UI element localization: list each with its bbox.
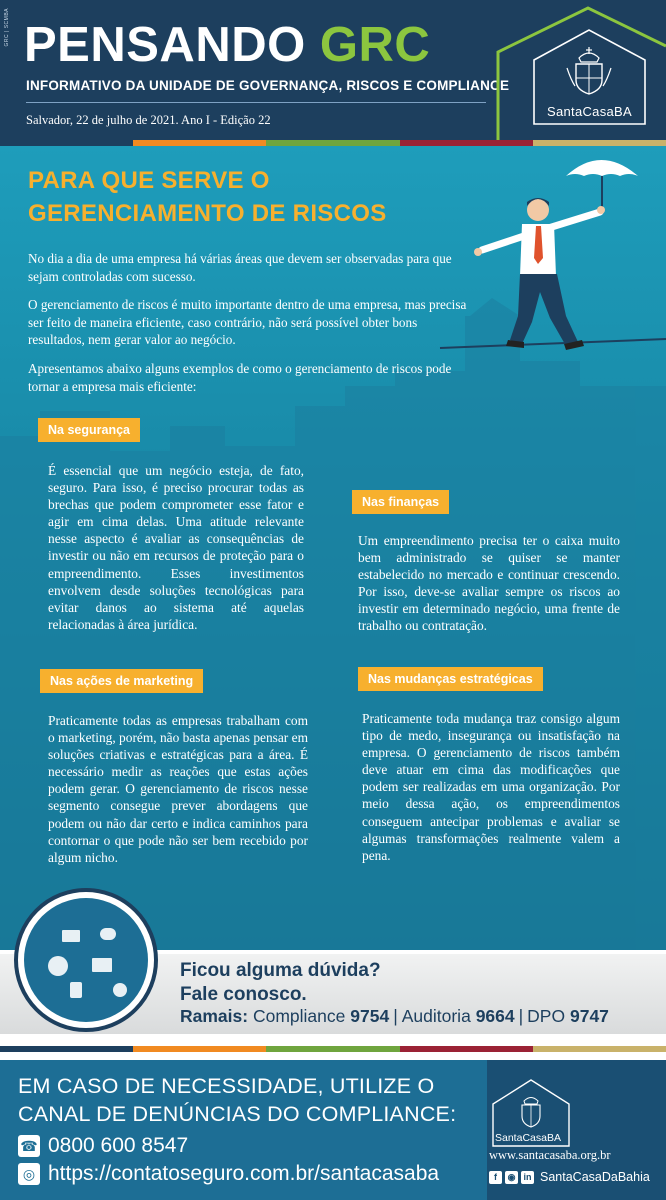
header <box>0 0 666 140</box>
contact-cta: Fale conosco. <box>180 984 307 1005</box>
section-text-marketing: Praticamente todas as empresas trabalham com o marketing, porém, não basta apenas pensar em soluções criativas e estratégicas para a área. É necessário medir as reações que estas ações podem gerar. O gerenciamento de riscos nesse segmento consegue prever abordagens que podem ou não dar certo e indica caminhos para contornar o que pode não ser bem recebido por algum nicho. <box>48 713 308 865</box>
intro-paragraph: O gerenciamento de riscos é muito importante dentro de uma empresa, mas precisa ser feito de maneira eficiente, caso contrário, não será possível obter bons resultados, nem gerar valor ao negócio. <box>28 297 467 347</box>
website-link[interactable]: www.santacasaba.org.br <box>489 1148 611 1162</box>
article-title-line2: GERENCIAMENTO DE RISCOS <box>28 200 387 227</box>
section-text-strategy: Praticamente toda mudança traz consigo algum tipo de medo, insegurança ou insatisfação na empresa. O gerenciamento de riscos também deve atuar em cima das modificações que podem ser realizadas em uma organização. Por meio dessa ação, os empreendimentos conseguem antecipar problemas e avaliar se algumas transformações realmente valem a pena. <box>362 711 620 863</box>
brand-name: SantaCasaBA <box>547 104 632 119</box>
chat-icon <box>100 928 116 940</box>
extension-audit[interactable]: Auditoria 9664 <box>401 1006 515 1026</box>
linkedin-icon[interactable]: in <box>521 1171 534 1184</box>
edition-dateline: Salvador, 22 de julho de 2021. Ano I - Edição 22 <box>26 113 271 127</box>
footer <box>0 1060 666 1200</box>
footer-brand-name: SantaCasaBA <box>495 1132 561 1144</box>
email-icon <box>62 930 80 942</box>
contact-section <box>0 950 666 1038</box>
extension-dpo[interactable]: DPO 9747 <box>527 1006 609 1026</box>
telephone-icon: ☎ <box>18 1135 40 1157</box>
extensions-line: Ramais: Compliance 9754 | Auditoria 9664 | DPO 9747 <box>180 1006 609 1026</box>
mobile-icon <box>70 982 82 998</box>
contact-question: Ficou alguma dúvida? <box>180 960 381 981</box>
phone-icon <box>48 956 68 976</box>
hotline-phone[interactable]: ☎ 0800 600 8547 <box>18 1132 188 1160</box>
extension-compliance[interactable]: Compliance 9754 <box>252 1006 390 1026</box>
notice-line1: EM CASO DE NECESSIDADE, UTILIZE O <box>18 1074 435 1098</box>
communication-icons-bubble <box>0 950 175 1038</box>
instagram-icon[interactable]: ◉ <box>505 1171 518 1184</box>
section-tag-finance: Nas finanças <box>352 490 449 514</box>
title-accent: GRC <box>319 18 431 72</box>
extensions-label: Ramais: <box>180 1006 249 1026</box>
article-title <box>28 164 387 230</box>
section-tag-strategy: Nas mudanças estratégicas <box>358 667 543 691</box>
color-stripe-bottom <box>0 1046 666 1052</box>
section-tag-security: Na segurança <box>38 418 140 442</box>
facebook-icon[interactable]: f <box>489 1171 502 1184</box>
footer-crest-icon <box>522 1098 540 1128</box>
article-title-line1: PARA QUE SERVE O <box>28 167 270 194</box>
section-text-finance: Um empreendimento precisa ter o caixa muito bem administrado se quiser se manter estabelecido no mercado e continuar crescendo. Por isso, deve-se avaliar sempre os riscos ao investir em determinado negócio, uma frente de trabalho ou contratação. <box>358 533 620 634</box>
santa-casa-crest-icon <box>567 47 611 94</box>
section-text-security: É essencial que um negócio esteja, de fato, seguro. Para isso, é preciso procurar todas as brechas que podem comprometer esse fator e agir em cima delas. Uma atitude relevante nesse aspecto é avaliar as consequências de investir ou não em recursos de proteção para o empreendimento. Esses investimentos envolvem desde soluções tecnológicas para evitar danos ao sistema até aquelas relacionadas à área jurídica. <box>48 463 304 632</box>
side-credit: GRC | SCMBA <box>4 8 10 47</box>
umbrella-icon <box>566 160 638 208</box>
social-links <box>489 1170 650 1184</box>
notice-line2: CANAL DE DENÚNCIAS DO COMPLIANCE: <box>18 1102 457 1126</box>
whistleblower-notice <box>18 1072 456 1128</box>
hotline-url[interactable]: ◎ https://contatoseguro.com.br/santacasaba <box>18 1160 439 1188</box>
title-main: PENSANDO <box>24 18 320 72</box>
section-tag-marketing: Nas ações de marketing <box>40 669 203 693</box>
intro-paragraph: No dia a dia de uma empresa há várias áreas que devem ser observadas para que sejam controladas com sucesso. <box>28 251 452 284</box>
laptop-icon <box>92 958 112 972</box>
globe-icon: ◎ <box>18 1163 40 1185</box>
social-handle[interactable]: SantaCasaDaBahia <box>540 1170 650 1184</box>
intro-paragraph: Apresentamos abaixo alguns exemplos de como o gerenciamento de riscos pode tornar a empresa mais eficiente: <box>28 361 452 394</box>
main-article <box>0 146 666 950</box>
globe-icon <box>113 983 127 997</box>
newsletter-subtitle: INFORMATIVO DA UNIDADE DE GOVERNANÇA, RISCOS E COMPLIANCE <box>26 78 510 93</box>
house-outline-logo <box>0 0 666 140</box>
